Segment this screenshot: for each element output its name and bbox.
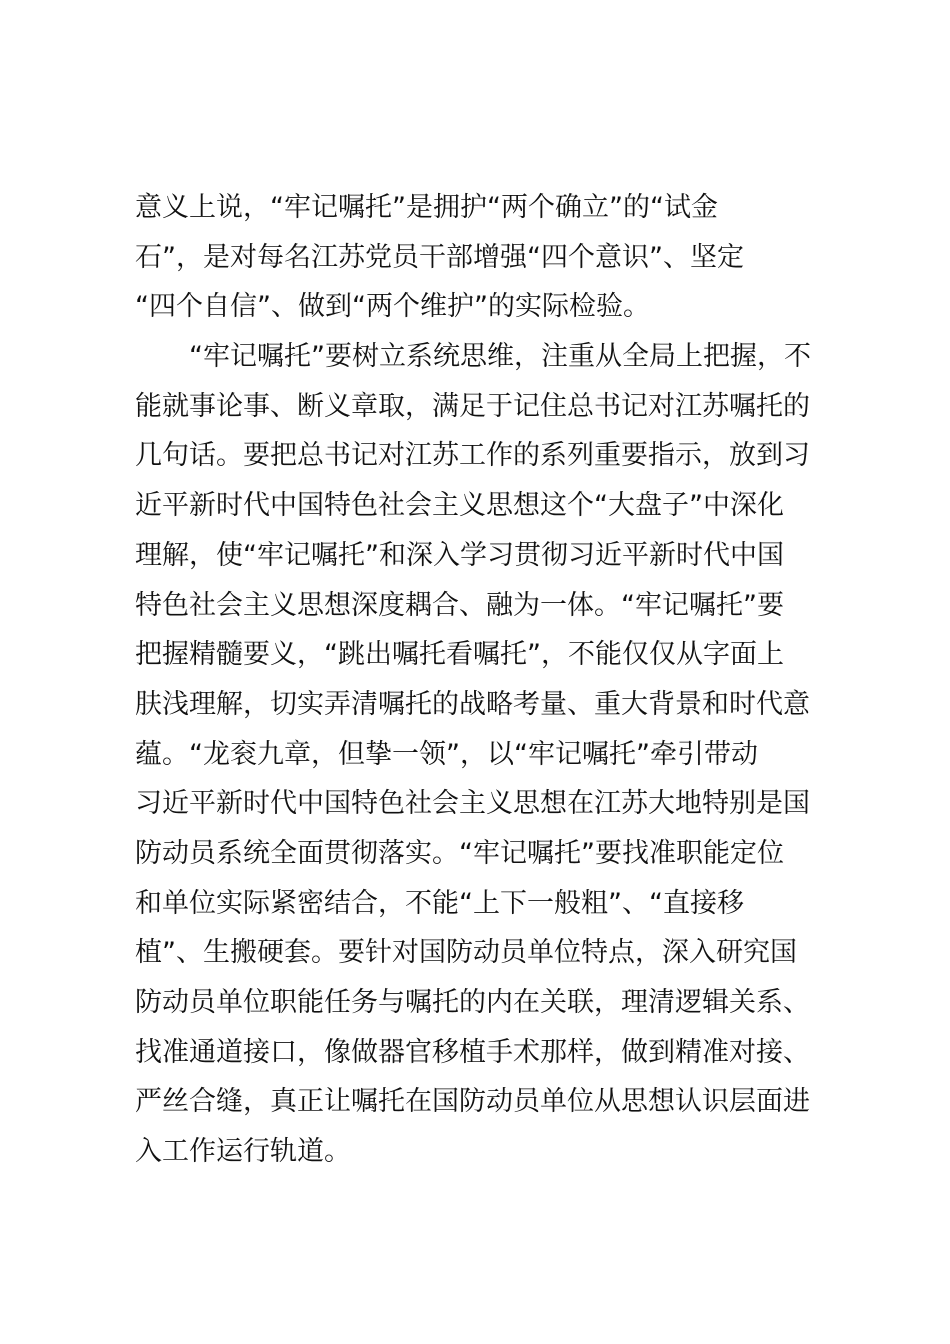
- text-line: 蕴。“龙衮九章，但挚一领”，以“牢记嘱托”牵引带动: [135, 738, 758, 770]
- text-line: 习近平新时代中国特色社会主义思想在江苏大地特别是国: [135, 788, 810, 820]
- text-line: 植”、生搬硬套。要针对国防动员单位特点，深入研究国: [135, 937, 797, 969]
- text-line: 找准通道接口，像做器官移植手术那样，做到精准对接、: [135, 1036, 810, 1068]
- text-line: 肤浅理解，切实弄清嘱托的战略考量、重大背景和时代意: [135, 688, 810, 720]
- text-line: 近平新时代中国特色社会主义思想这个“大盘子”中深化: [135, 490, 784, 522]
- text-line: 特色社会主义思想深度耦合、融为一体。“牢记嘱托”要: [135, 589, 784, 621]
- text-line: 几句话。要把总书记对江苏工作的系列重要指示，放到习: [135, 440, 810, 472]
- text-line: “四个自信”、做到“两个维护”的实际检验。: [135, 291, 650, 323]
- text-line: 把握精髓要义，“跳出嘱托看嘱托”，不能仅仅从字面上: [135, 639, 784, 671]
- text-line: 能就事论事、断义章取，满足于记住总书记对江苏嘱托的: [135, 390, 810, 422]
- text-line: 入工作运行轨道。: [135, 1136, 351, 1168]
- text-line: 石”，是对每名江苏党员干部增强“四个意识”、坚定: [135, 241, 744, 273]
- text-line: 理解，使“牢记嘱托”和深入学习贯彻习近平新时代中国: [135, 539, 784, 571]
- text-line: 意义上说，“牢记嘱托”是拥护“两个确立”的“试金: [135, 192, 718, 223]
- text-line: 防动员系统全面贯彻落实。“牢记嘱托”要找准职能定位: [135, 837, 784, 869]
- body-text: [135, 183, 835, 1177]
- text-line: 和单位实际紧密结合，不能“上下一般粗”、“直接移: [135, 887, 744, 919]
- text-line: 防动员单位职能任务与嘱托的内在关联，理清逻辑关系、: [135, 987, 810, 1018]
- paragraph-first-line: “牢记嘱托”要树立系统思维，注重从全局上把握，不: [189, 341, 811, 373]
- text-line: 严丝合缝，真正让嘱托在国防动员单位从思想认识层面进: [135, 1086, 810, 1118]
